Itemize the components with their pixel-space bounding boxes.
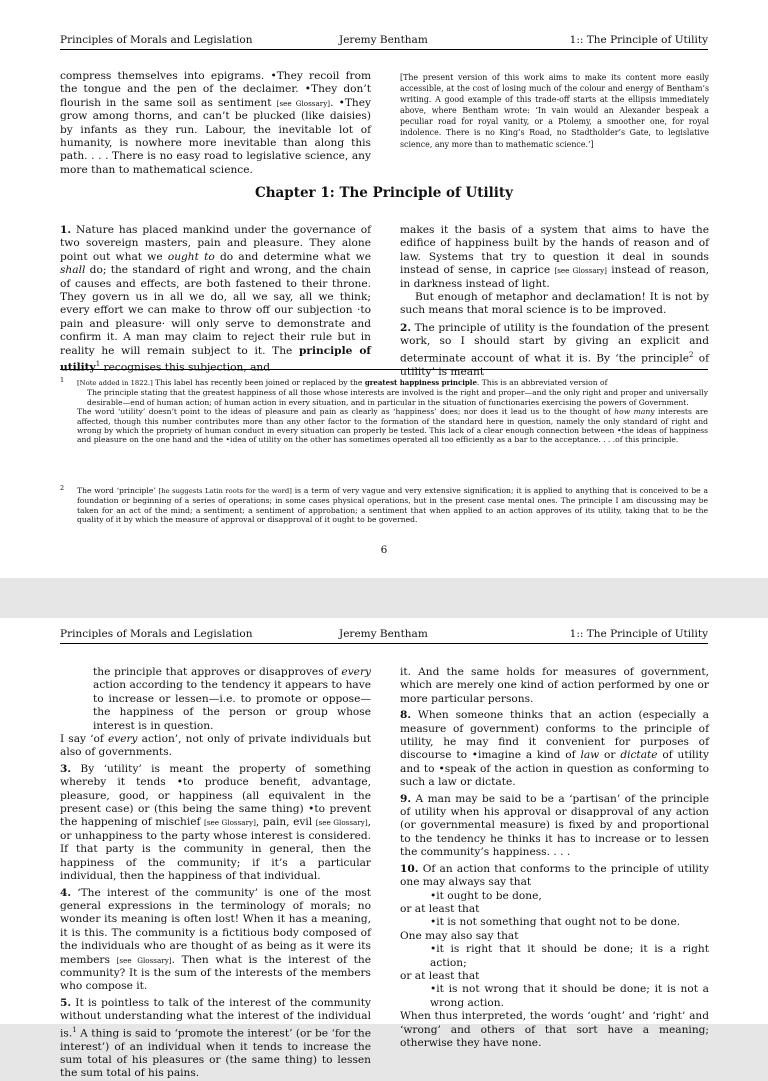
list-item: •it ought to be done, xyxy=(430,889,542,902)
footnote-1 xyxy=(60,378,708,445)
glossary-ref[interactable]: [see Glossary] xyxy=(554,266,607,276)
list-item: •it is right that it should be done; it is a right action; xyxy=(430,943,709,969)
header-book-title: Principles of Morals and Legislation xyxy=(60,34,253,46)
emphasis: law xyxy=(580,749,600,762)
glossary-ref[interactable]: [see Glossary] xyxy=(116,955,172,965)
left-column xyxy=(60,224,371,375)
text: It is pointless to talk of the interest of the community without understanding what the interest of the individual is. xyxy=(60,996,371,1040)
text: . Then what is the interest of the community? It is the sum of the interests of the members who compose it. xyxy=(60,953,371,993)
list-item: •it is not something that ought not to be done. xyxy=(430,916,681,929)
text: do; the standard of right and wrong, and the chain of causes and effects, are both fastened to their throne. They govern us in all we do, all we say, all we think; every effort we can make to throw off our subjection ·to pain and pleasure· will only serve to demonstrate and confirm it. A man may claim to reject their rule but in reality he will remain subject to it. The xyxy=(60,264,371,357)
header-book-title: Principles of Morals and Legislation xyxy=(60,628,253,640)
text: The principle of utility is the foundation of the present work, so I should start by giving an explicit and determinate account of what it is. By ‘the principle xyxy=(400,321,709,365)
paragraph-number: 2. xyxy=(400,321,412,334)
editor-note-text: [The present version of this work aims to make its content more easily accessible, at the cost of losing much of the colour and energy of Bentham’s writing. A good example of this trade-off starts at the ellipsis immediately above, where Bentham wrote: ‘In vain would an Alexander bespeak a peculiar road for royal vanity, or a Ptolemy, a smoother one, for royal indolence. There is no King’s Road, no Stadtholder’s Gate, to legislative science, any more than to mathematic science.’] xyxy=(400,73,709,149)
text: instead of reason, in darkness instead of light. xyxy=(400,264,710,290)
text: ‘The interest of the community’ is one of the most general expressions in the terminology of morals; no wonder its meaning is often lost! When it has a meaning, it is this. The community is a fictitious body composed of the individuals who are thought of as being as it were its members xyxy=(60,886,371,966)
intro-left-paragraph xyxy=(60,70,371,177)
paragraph-number: 4. xyxy=(60,886,72,899)
text: . •They grow among thorns, and can’t be plucked (like daisies) by infants as they run. Labour, the inevitable lot of humanity, is nowhere more inevitable than along this path. . . . There is no easy road to legislative science, any more than to mathematical science. xyxy=(60,96,371,176)
text: action according to the tendency it appears to have to increase or lessen—i.e. to promote or oppose—the happiness of the person or group whose interest is in question. xyxy=(93,679,371,732)
text: A man may be said to be a ‘partisan’ of the principle of utility when his approval or disapproval of any action (or governmental measure) is fixed by and proportional to the tendency he thinks it has to increase or to lessen the community’s happiness. . . . xyxy=(400,792,709,859)
paragraph: When thus interpreted, the words ‘ought’ and ‘right’ and ‘wrong’ and others of that sort have a meaning; otherwise they have none. xyxy=(400,1010,709,1049)
running-header xyxy=(60,33,708,50)
footnote-divider xyxy=(60,369,708,370)
text: makes it the basis of a system that aims to have the edifice of happiness built by the hands of reason and of law. Systems that try to question it deal in sounds instead of sense, in caprice xyxy=(400,224,709,277)
list-item: •it is not wrong that it should be done; it is not a wrong action. xyxy=(430,983,709,1009)
glossary-ref[interactable]: [see Glossary] xyxy=(204,818,256,828)
editor-note xyxy=(400,72,709,150)
glossary-ref[interactable]: [see Glossary] xyxy=(315,818,368,828)
emphasis: dictate xyxy=(620,749,658,762)
emphasis: shall xyxy=(60,264,86,277)
footnote-ref[interactable]: 1 xyxy=(72,1025,77,1034)
document-page-7 xyxy=(0,618,768,1080)
text: do and determine what we xyxy=(214,250,371,263)
header-chapter: 1:: The Principle of Utility xyxy=(569,34,708,46)
text: The word ‘principle’ xyxy=(77,486,159,495)
glossary-ref[interactable]: [see Glossary] xyxy=(276,98,331,108)
text: compress themselves into epigrams. •They recoil from the tongue and the pen of the declaimer. •They don’t flourish in the same soil as sentiment xyxy=(60,70,371,109)
footnote-quote: The principle stating that the greatest happiness of all those whose interests are involved is the right and proper—and the only right and proper and universally desirable—end of human action; of human action in every situation, and in particular in the situation of functionaries exercising the powers of Government. xyxy=(87,388,708,407)
text: The word ‘utility’ doesn’t point to the ideas of pleasure and pain as clearly as ‘happiness’ does; nor does it lead us to the thought of xyxy=(77,407,615,417)
list-connector: or at least that xyxy=(400,902,480,915)
text: A thing is said to ‘promote the interest’ (or be ‘for the interest’) of an individual when it tends to increase the sum total of his pleasures or (the same thing) to lessen the sum total of his pains. xyxy=(60,1027,371,1080)
right-column xyxy=(400,666,709,1050)
paragraph-number: 5. xyxy=(60,996,72,1009)
text: When someone thinks that an action (especially a measure of government) conforms to the principle of utility, he may find it convenient for purposes of discourse to •imagine a kind of xyxy=(400,709,709,762)
paragraph-number: 3. xyxy=(60,762,72,775)
chapter-title: Chapter 1: The Principle of Utility xyxy=(254,185,513,201)
text: By ‘utility’ is meant the property of something whereby it tends •to produce benefit, advantage, pleasure, good, or happiness (all equivalent in the present case) or (this being the same thing) •to prevent the happening of mischief xyxy=(60,762,371,829)
text: recognises this subjection, and xyxy=(100,361,271,374)
text: Nature has placed mankind under the governance of two sovereign masters, pain and pleasure. They alone point out what we xyxy=(60,224,371,263)
text: . This is an abbreviated version of xyxy=(476,378,608,387)
header-author: Jeremy Bentham xyxy=(339,34,428,46)
list-connector: One may also say that xyxy=(400,929,519,942)
left-column xyxy=(60,666,371,1081)
text: action’, not only of private individuals but also of governments. xyxy=(60,733,371,759)
header-chapter: 1:: The Principle of Utility xyxy=(569,628,708,640)
paragraph-number: 8. xyxy=(400,709,412,722)
footnote-ref[interactable]: 2 xyxy=(689,350,694,359)
list-connector: or at least that xyxy=(400,969,480,982)
footnote-mark: 1 xyxy=(60,376,65,384)
text: , or unhappiness to the party whose interest is considered. If that party is the community in general, then the happiness of the community; if it’s a particular individual, then the happiness of that individual. xyxy=(60,816,372,883)
text: I say ‘of xyxy=(60,733,108,746)
note-date: [Note added in 1822.] xyxy=(77,379,153,387)
text: Of an action that conforms to the principle of utility one may always say that xyxy=(400,862,709,889)
text: is a term of very vague and very extensive signification; it is applied to anything that is conceived to be a foundation or beginning of a series of operations; in some cases physical operations, but in the present case mental ones. The principle I am discussing may be taken for an act of the mind; a sentiment; a sentiment of approbation; a sentiment that when applied to an action approves of its utility, taking that to be the quality of it by which the measure of approval or disapproval of it ought to be governed. xyxy=(77,486,709,525)
right-column xyxy=(400,224,709,379)
editor-aside: [he suggests Latin roots for the word] xyxy=(158,487,292,495)
principle-of-utility-term: principle of utility xyxy=(60,344,371,374)
header-author: Jeremy Bentham xyxy=(339,628,428,640)
text: the principle that approves or disapproves of xyxy=(93,666,342,678)
footnote-2 xyxy=(60,486,708,525)
footnote-ref[interactable]: 1 xyxy=(95,360,101,369)
emphasis: how many xyxy=(614,407,655,417)
text: interests are affected, though this number contributes more than any other factor to the formation of the standard here in question, namely the only standard of right and wrong by which the propriety of human conduct in every situation can properly be tested. This lack of a clear enough connection between •the ideas of happiness and pleasure on the one hand and the •idea of utility on the other has sometimes operated all too efficiently as a bar to the acceptance. . . .of this principle. xyxy=(77,407,708,445)
paragraph-number: 10. xyxy=(400,862,419,875)
footnote-mark: 2 xyxy=(60,484,65,492)
emphasis: every xyxy=(341,666,371,678)
running-header xyxy=(60,627,708,644)
text: or xyxy=(599,749,621,762)
page-number: 6 xyxy=(380,544,388,556)
text: of utility and to •speak of the action in question as conforming to such a law or dictate. xyxy=(400,749,709,789)
emphasis: ought to xyxy=(167,250,215,263)
greatest-happiness-term: greatest happiness principle xyxy=(364,378,477,387)
paragraph: But enough of metaphor and declamation! It is not by such means that moral science is to be improved. xyxy=(400,291,709,317)
text: of utility’ is meant xyxy=(400,352,710,378)
paragraph: it. And the same holds for measures of government, which are merely one kind of action performed by one or more particular persons. xyxy=(400,666,709,705)
paragraph-number: 1. xyxy=(60,224,72,236)
text: , pain, evil xyxy=(255,816,316,829)
paragraph-number: 9. xyxy=(400,792,412,805)
emphasis: every xyxy=(107,733,138,746)
text: This label has recently been joined or replaced by the xyxy=(152,378,365,387)
